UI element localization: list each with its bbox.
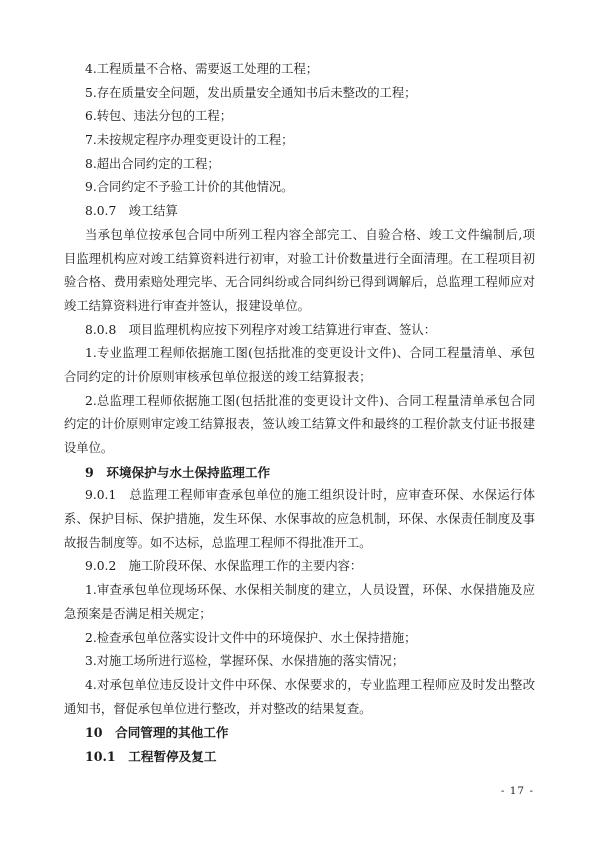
text-line: 7.未按规定程序办理变更设计的工程；	[85, 133, 294, 148]
page-number: - 17 -	[500, 785, 534, 797]
section-heading: 10.1 工程暂停及复工	[85, 748, 217, 764]
document-body	[64, 58, 535, 769]
text-line: 3.对施工场所进行巡检，掌握环保、水保措施的落实情况；	[85, 654, 405, 669]
text-line: 通知书，督促承包单位进行整改，并对整改的结果复查。	[64, 701, 372, 716]
text-line: 9.0.1 总监理工程师审查承包单位的施工组织设计时，应审查环保、水保运行体	[85, 488, 535, 503]
text-line: 约定的计价原则审定竣工结算报表，签认竣工结算文件和最终的工程价款支付证书报建	[64, 417, 535, 432]
text-line: 目监理机构应对竣工结算资料进行初审，对验工计价数量进行全面清理。在工程项目初	[64, 251, 535, 266]
text-line: 竣工结算资料进行审查并签认，报建设单位。	[64, 298, 310, 313]
text-line: 4.工程质量不合格、需要返工处理的工程；	[85, 62, 319, 76]
text-line: 8.0.8 项目监理机构应按下列程序对竣工结算进行审查、签认：	[85, 322, 437, 337]
text-line: 急预案是否满足相关规定；	[64, 606, 212, 621]
section-heading: 10 合同管理的其他工作	[85, 725, 229, 741]
text-line: 当承包单位按承包合同中所列工程内容全部完工、自验合格、竣工文件编制后,项	[85, 227, 535, 242]
text-line: 验合格、费用索赔处理完毕、无合同纠纷或合同纠纷已得到调解后，总监理工程师应对	[64, 275, 535, 290]
text-line: 9.0.2 施工阶段环保、水保监理工作的主要内容：	[85, 559, 363, 574]
text-line: 2.检查承包单位落实设计文件中的环境保护、水土保持措施；	[85, 630, 417, 645]
text-line: 9.合同约定不予验工计价的其他情况。	[85, 180, 294, 195]
text-line: 设单位。	[64, 441, 114, 455]
text-line: 6.转包、违法分包的工程；	[85, 109, 232, 124]
text-line: 2.总监理工程师依据施工图(包括批准的变更设计文件)、合同工程量清单承包合同	[85, 393, 535, 408]
text-line: 系、保护目标、保护措施，发生环保、水保事故的应急机制，环保、水保责任制度及事	[64, 512, 535, 527]
text-line: 故报告制度等。如不达标，总监理工程师不得批准开工。	[64, 535, 372, 550]
text-line: 5.存在质量安全问题，发出质量安全通知书后未整改的工程；	[85, 85, 417, 100]
text-line: 合同约定的计价原则审核承包单位报送的竣工结算报表；	[64, 369, 372, 384]
text-line: 1.审查承包单位现场环保、水保相关制度的建立，人员设置，环保、水保措施及应	[85, 583, 535, 598]
text-line: 4.对承包单位违反设计文件中环保、水保要求的，专业监理工程师应及时发出整改	[85, 677, 535, 692]
section-heading: 9 环境保护与水土保持监理工作	[85, 464, 271, 480]
text-line: 1.专业监理工程师依据施工图(包括批准的变更设计文件)、合同工程量清单、承包	[85, 346, 535, 361]
text-line: 8.超出合同约定的工程；	[85, 156, 220, 171]
text-line: 8.0.7 竣工结算	[85, 204, 178, 219]
